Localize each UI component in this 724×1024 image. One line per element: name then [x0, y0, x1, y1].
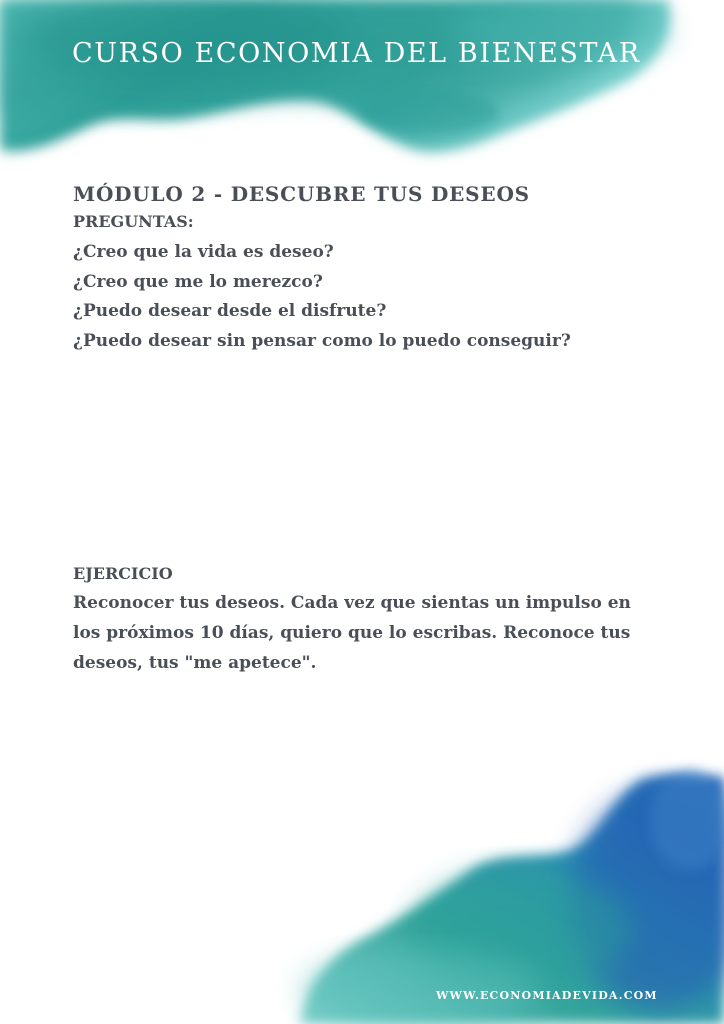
- question-item: ¿Creo que la vida es deseo?: [73, 242, 334, 262]
- question-item: ¿Puedo desear sin pensar como lo puedo conseguir?: [73, 330, 571, 351]
- module-title: MÓDULO 2 - DESCUBRE TUS DESEOS: [73, 182, 530, 206]
- exercise-text: Reconocer tus deseos. Cada vez que sientas un impulso en los próximos 10 días, quiero que lo escribas. Reconoce tus deseos, tus "me apetece".: [73, 593, 631, 673]
- website-url: WWW.ECONOMIADEVIDA.COM: [436, 989, 658, 1002]
- questions-list: [73, 238, 571, 356]
- course-title: CURSO ECONOMIA DEL BIENESTAR: [72, 38, 641, 69]
- top-watercolor-wash: [0, 0, 670, 152]
- question-item: ¿Puedo desear desde el disfrute?: [73, 301, 387, 321]
- bottom-watercolor-wash: [300, 770, 724, 1024]
- exercise-label: EJERCICIO: [73, 564, 173, 583]
- questions-label: PREGUNTAS:: [73, 212, 194, 231]
- question-item: ¿Creo que me lo merezco?: [73, 271, 323, 292]
